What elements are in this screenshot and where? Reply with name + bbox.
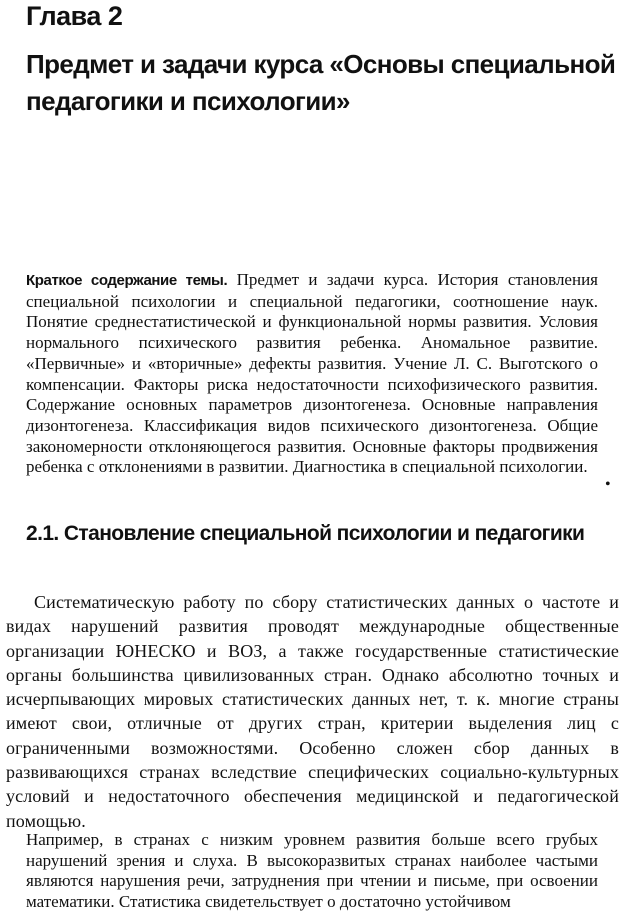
paragraph-marker: • [605,476,611,493]
summary-label: Краткое содержание темы. [26,272,228,289]
body-paragraph-2: Например, в странах с низким уровнем развития больше всего грубых нарушений зрения и слуха. В высокоразвитых странах наиболее частыми являются нарушения речи, затруднения при чтении и письме, при освоении математики. Статистика свидетельствует о достаточно устойчивом [26,830,598,912]
topic-summary [26,270,598,478]
section-heading: 2.1. Становление специальной психологии и педагогики [26,522,585,545]
chapter-number: Глава 2 [26,1,123,31]
chapter-title: Предмет и задачи курса «Основы специальной педагогики и психологии» [26,49,616,116]
body-paragraph-1: Систематическую работу по сбору статистических данных о частоте и видах нарушений развития проводят международные общественные организации ЮНЕСКО и ВОЗ, а также государственные статистические органы большинства цивилизованных стран. Однако абсолютно точных и исчерпывающих мировых статистических данных нет, т. к. многие страны имеют свои, отличные от других стран, критерии выделения лиц с ограниченными возможностями. Особенно сложен сбор данных в развивающихся странах вследствие специфических социально-культурных условий и недостаточного обеспечения медицинской и педагогической помощью. [6,592,619,831]
summary-text: Предмет и задачи курса. История становления специальной психологии и специальной педагогики, соотношение наук. Понятие среднестатистической и функциональной нормы развития. Условия нормального психического развития ребенка. Аномальное развитие. «Первичные» и «вторичные» дефекты развития. Учение Л. С. Выготского о компенсации. Факторы риска недостаточности психофизического развития. Содержание основных параметров дизонтогенеза. Основные направления дизонтогенеза. Классификация видов психического дизонтогенеза. Общие закономерности отклоняющегося развития. Основные факторы продвижения ребенка с отклонениями в развитии. Диагностика в специальной психологии. [26,270,598,477]
